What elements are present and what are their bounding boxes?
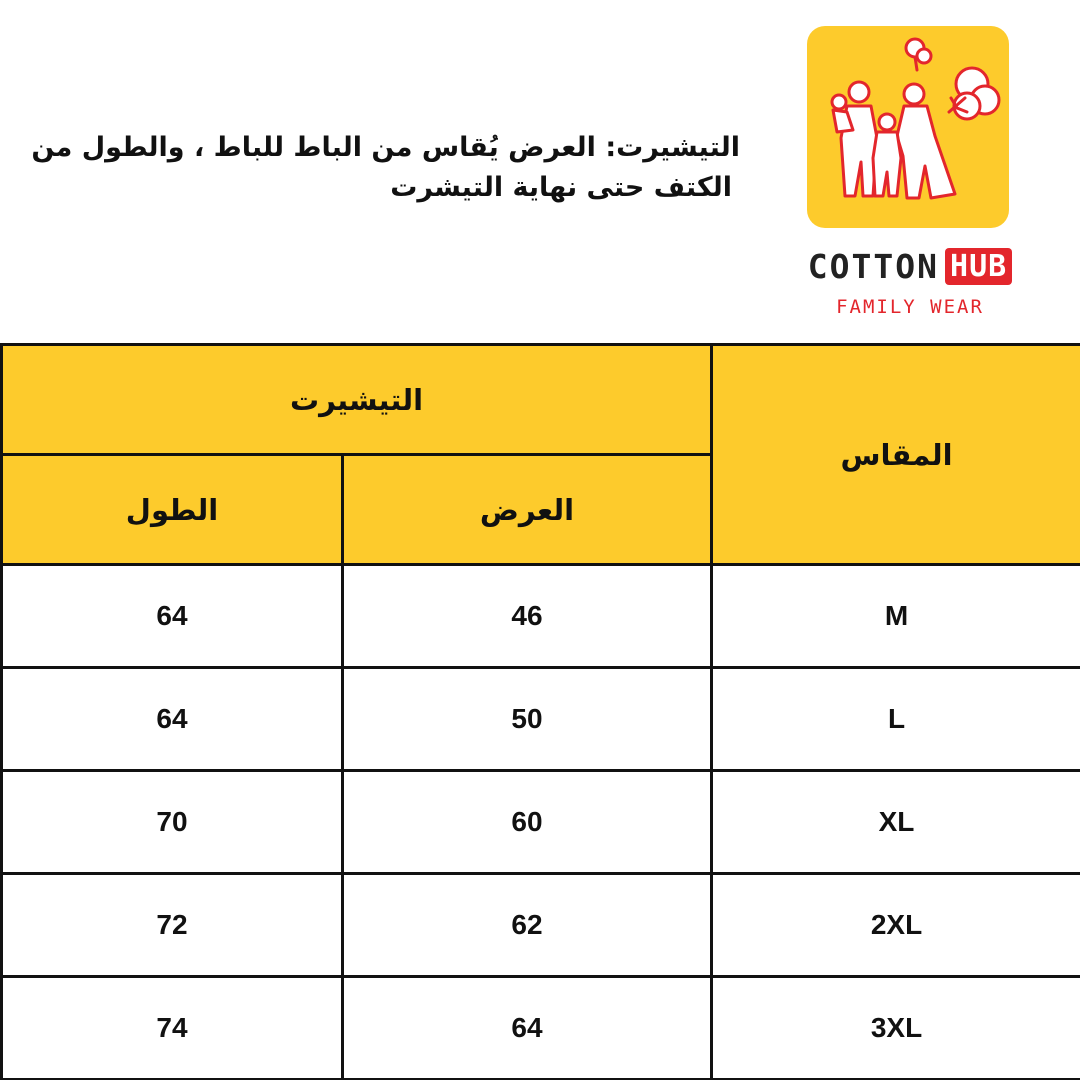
brand-name-hub: HUB	[945, 248, 1012, 285]
length-cell: 74	[2, 977, 343, 1080]
size-cell: M	[712, 565, 1080, 668]
width-cell: 50	[343, 668, 712, 771]
width-cell: 46	[343, 565, 712, 668]
brand-name	[785, 246, 1035, 286]
size-cell: L	[712, 668, 1080, 771]
length-cell: 64	[2, 668, 343, 771]
width-column-header: العرض	[343, 455, 712, 565]
family-cotton-logo-icon	[807, 26, 1009, 228]
table-row	[2, 977, 1080, 1080]
table-header-row	[2, 345, 1080, 455]
length-cell: 70	[2, 771, 343, 874]
length-column-header: الطول	[2, 455, 343, 565]
table-row	[2, 565, 1080, 668]
size-cell: 2XL	[712, 874, 1080, 977]
brand-logo	[785, 22, 1035, 322]
width-cell: 64	[343, 977, 712, 1080]
size-cell: XL	[712, 771, 1080, 874]
table-row	[2, 874, 1080, 977]
table-row	[2, 771, 1080, 874]
table-row	[2, 668, 1080, 771]
size-column-header: المقاس	[712, 345, 1080, 565]
width-cell: 60	[343, 771, 712, 874]
length-cell: 72	[2, 874, 343, 977]
tshirt-group-header: التيشيرت	[2, 345, 712, 455]
size-chart-table	[0, 343, 1080, 1080]
size-cell: 3XL	[712, 977, 1080, 1080]
brand-name-cotton: COTTON	[807, 246, 940, 286]
brand-tagline: FAMILY WEAR	[836, 296, 984, 318]
width-cell: 62	[343, 874, 712, 977]
instructions-line-1: التيشيرت: العرض يُقاس من الباط للباط ، والطول من	[31, 132, 740, 163]
instructions-line-2: الكتف حتى نهاية التيشرت	[390, 172, 732, 203]
length-cell: 64	[2, 565, 343, 668]
size-guide-instructions	[14, 128, 740, 208]
